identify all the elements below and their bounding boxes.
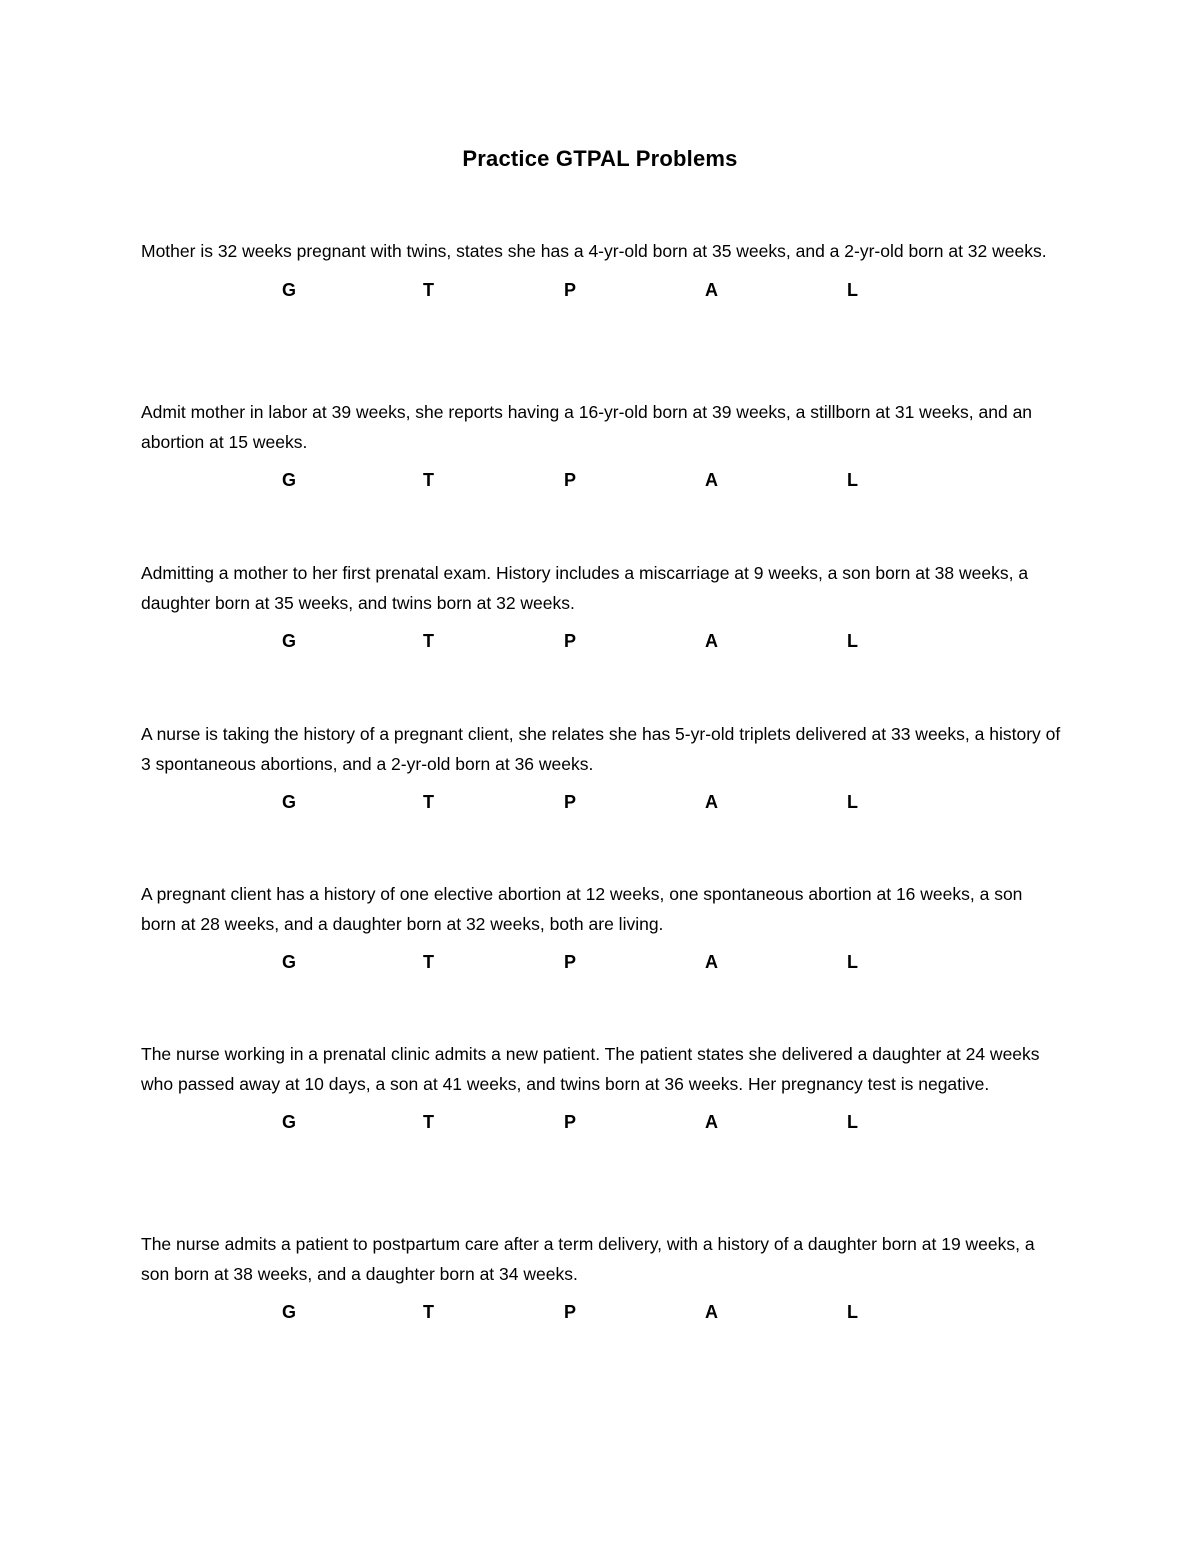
label-l: L bbox=[847, 792, 858, 812]
problem-2 bbox=[141, 398, 1061, 500]
label-g: G bbox=[282, 792, 297, 812]
label-p: P bbox=[564, 792, 577, 812]
problem-text: A nurse is taking the history of a pregnant client, she relates she has 5-yr-old triplets delivered at 33 weeks, a history of 3 spontaneous abortions, and a 2-yr-old born at 36 weeks. bbox=[141, 724, 1061, 774]
label-t: T bbox=[423, 1302, 434, 1322]
label-t: T bbox=[423, 470, 434, 490]
problem-text: Mother is 32 weeks pregnant with twins, states she has a 4-yr-old born at 35 weeks, and a 2-yr-old born at 32 weeks. bbox=[141, 241, 1047, 261]
label-g: G bbox=[282, 1112, 297, 1132]
label-t: T bbox=[423, 792, 434, 812]
problem-text: The nurse admits a patient to postpartum care after a term delivery, with a history of a daughter born at 19 weeks, a son born at 38 weeks, and a daughter born at 34 weeks. bbox=[141, 1234, 1035, 1284]
label-p: P bbox=[564, 470, 577, 490]
problem-text: Admit mother in labor at 39 weeks, she reports having a 16-yr-old born at 39 weeks, a stillborn at 31 weeks, and an abortion at 15 weeks. bbox=[141, 402, 1033, 452]
label-l: L bbox=[847, 1302, 858, 1322]
gtpal-labels bbox=[141, 792, 1061, 822]
label-p: P bbox=[564, 1302, 577, 1322]
label-a: A bbox=[705, 1302, 718, 1322]
problem-6 bbox=[141, 1040, 1061, 1142]
problem-1 bbox=[141, 237, 1061, 310]
label-t: T bbox=[423, 279, 434, 300]
gtpal-labels bbox=[141, 280, 1061, 310]
gtpal-labels bbox=[141, 631, 1061, 661]
label-p: P bbox=[564, 631, 577, 651]
label-l: L bbox=[847, 470, 858, 490]
label-a: A bbox=[705, 470, 718, 490]
label-l: L bbox=[847, 631, 858, 651]
label-g: G bbox=[282, 1302, 297, 1322]
label-t: T bbox=[423, 631, 434, 651]
label-g: G bbox=[282, 279, 297, 300]
problem-text: A pregnant client has a history of one elective abortion at 12 weeks, one spontaneous abortion at 16 weeks, a son born at 28 weeks, and a daughter born at 32 weeks, both are living. bbox=[141, 884, 1023, 934]
label-t: T bbox=[423, 1112, 434, 1132]
gtpal-labels bbox=[141, 1112, 1061, 1142]
label-p: P bbox=[564, 279, 577, 300]
problem-5 bbox=[141, 880, 1061, 982]
label-a: A bbox=[705, 279, 718, 300]
gtpal-labels bbox=[141, 470, 1061, 500]
problem-text: Admitting a mother to her first prenatal exam. History includes a miscarriage at 9 weeks, a son born at 38 weeks, a daughter born at 35 weeks, and twins born at 32 weeks. bbox=[141, 563, 1029, 613]
problem-4 bbox=[141, 720, 1061, 822]
label-l: L bbox=[847, 279, 858, 300]
label-l: L bbox=[847, 952, 858, 972]
page-title: Practice GTPAL Problems bbox=[462, 146, 738, 171]
label-g: G bbox=[282, 952, 297, 972]
label-a: A bbox=[705, 631, 718, 651]
label-a: A bbox=[705, 792, 718, 812]
gtpal-labels bbox=[141, 952, 1061, 982]
problem-text: The nurse working in a prenatal clinic admits a new patient. The patient states she delivered a daughter at 24 weeks who passed away at 10 days, a son at 41 weeks, and twins born at 36 weeks. Her pregnancy test is negative. bbox=[141, 1044, 1040, 1094]
label-a: A bbox=[705, 952, 718, 972]
label-g: G bbox=[282, 470, 297, 490]
problem-7 bbox=[141, 1230, 1061, 1332]
problem-3 bbox=[141, 559, 1061, 661]
label-t: T bbox=[423, 952, 434, 972]
gtpal-labels bbox=[141, 1302, 1061, 1332]
label-l: L bbox=[847, 1112, 858, 1132]
label-a: A bbox=[705, 1112, 718, 1132]
label-p: P bbox=[564, 952, 577, 972]
label-g: G bbox=[282, 631, 297, 651]
label-p: P bbox=[564, 1112, 577, 1132]
